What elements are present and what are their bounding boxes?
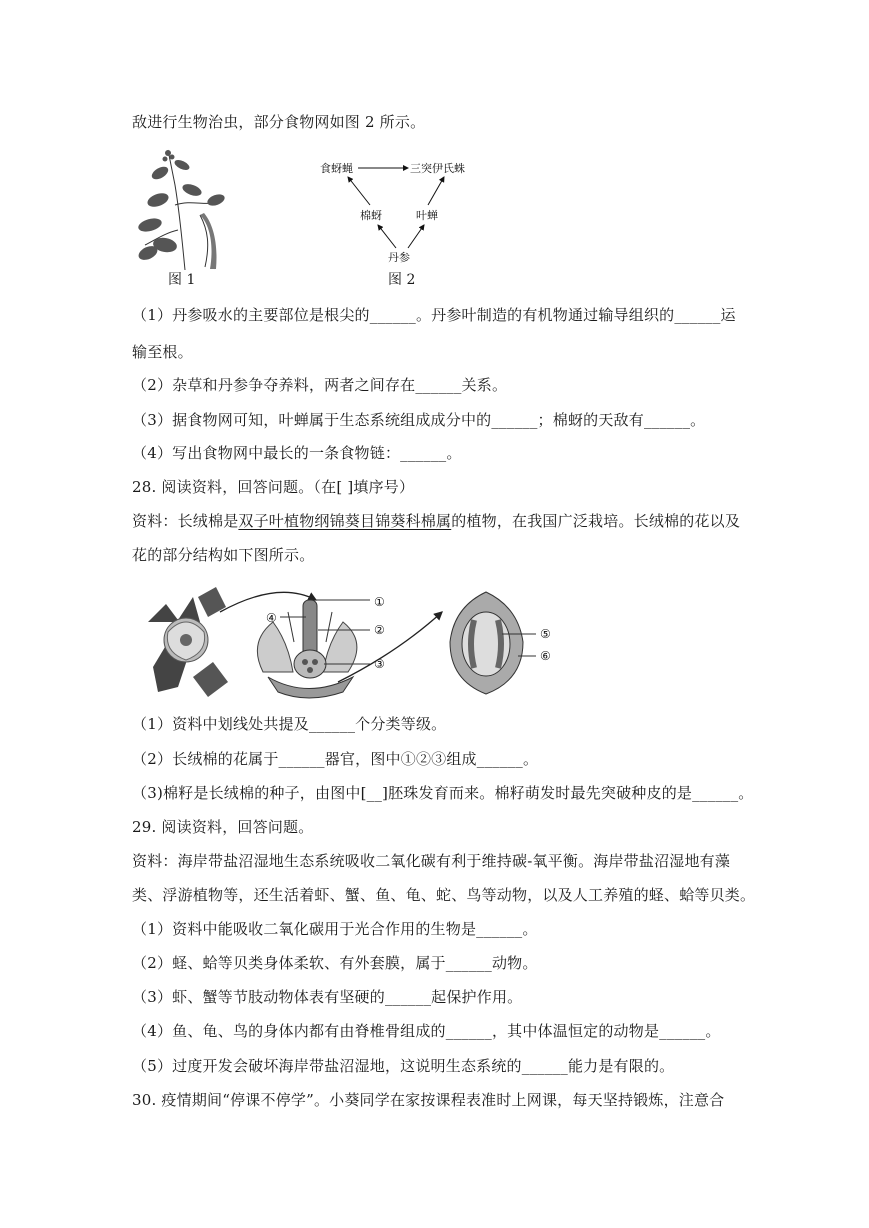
food-web-node-aphid: 棉蚜 [360, 209, 382, 222]
food-web-node-spider: 三突伊氏蛛 [410, 162, 465, 175]
q29-title: 29. 阅读资料，回答问题。 [132, 818, 314, 836]
label-6: ⑥ [540, 649, 551, 663]
ovary-section-drawing [450, 592, 523, 694]
q29-material-line1: 资料：海岸带盐沼湿地生态系统吸收二氧化碳有利于维持碳-氧平衡。海岸带盐沼湿地有藻 [132, 852, 731, 870]
arrow-leafhopper-spider [428, 177, 444, 205]
intro-line: 敌进行生物治虫，部分食物网如图 2 所示。 [132, 113, 426, 131]
q29-sub5: （5）过度开发会破坏海岸带盐沼湿地，这说明生态系统的______能力是有限的。 [132, 1057, 675, 1075]
q30-title: 30. 疫情期间“停课不停学”。小葵同学在家按课程表准时上网课，每天坚持锻炼，注意合 [132, 1091, 725, 1109]
label-4: ④ [266, 611, 277, 625]
arrow-salvia-aphid [378, 225, 396, 248]
whole-flower-drawing [148, 587, 228, 697]
q27-sub1-line2: 输至根。 [132, 343, 193, 361]
figure1-plant-illustration [130, 145, 240, 275]
q28-sub3: （3)棉籽是长绒棉的种子，由图中[__]胚珠发育而来。棉籽萌发时最先突破种皮的是______。 [132, 784, 754, 802]
q28-sub2: （2）长绒棉的花属于______器官，图中①②③组成______。 [132, 750, 539, 768]
q27-sub1-line1: （1）丹参吸水的主要部位是根尖的______。丹参叶制造的有机物通过输导组织的______运 [132, 306, 736, 324]
figure1-caption: 图 1 [168, 272, 196, 288]
q28-material-line1 [132, 511, 740, 531]
q28-material-pre: 资料：长绒棉是 [132, 512, 239, 530]
label-2: ② [374, 623, 385, 637]
q29-sub1: （1）资料中能吸收二氧化碳用于光合作用的生物是______。 [132, 920, 538, 938]
figure2-caption: 图 2 [388, 272, 416, 288]
q27-sub4: （4）写出食物网中最长的一条食物链：______。 [132, 444, 462, 462]
arrow-salvia-leafhopper [408, 225, 424, 248]
label-3: ③ [374, 657, 385, 671]
q28-underlined-taxonomy: 双子叶植物纲锦葵目锦葵科棉属 [238, 512, 452, 530]
cotton-flower-figure [138, 582, 568, 704]
q28-title: 28. 阅读资料，回答问题。（在[ ]填序号） [132, 478, 415, 496]
food-web-node-salvia: 丹参 [388, 251, 410, 264]
label-5: ⑤ [540, 627, 551, 641]
food-web-node-leafhopper: 叶蝉 [416, 209, 438, 222]
figure2-food-web [318, 155, 508, 270]
label-1: ① [374, 595, 385, 609]
q29-sub4: （4）鱼、龟、鸟的身体内都有由脊椎骨组成的______，其中体温恒定的动物是______。 [132, 1022, 721, 1040]
q27-sub2: （2）杂草和丹参争夺养料，两者之间存在______关系。 [132, 376, 508, 394]
arrow-aphid-hoverfly [348, 177, 370, 205]
q28-material-line2: 花的部分结构如下图所示。 [132, 546, 315, 564]
q27-sub3: （3）据食物网可知，叶蝉属于生态系统组成成分中的______；棉蚜的天敌有______。 [132, 411, 706, 429]
q28-sub1: （1）资料中划线处共提及______个分类等级。 [132, 715, 447, 733]
q29-sub2: （2）蛏、蛤等贝类身体柔软、有外套膜，属于______动物。 [132, 954, 538, 972]
q29-sub3: （3）虾、蟹等节肢动物体表有坚硬的______起保护作用。 [132, 988, 523, 1006]
q29-material-line2: 类、浮游植物等，还生活着虾、蟹、鱼、龟、蛇、鸟等动物，以及人工养殖的蛏、蛤等贝类。 [132, 886, 756, 904]
q28-material-post: 的植物，在我国广泛栽培。长绒棉的花以及 [451, 512, 741, 530]
food-web-node-hoverfly: 食蚜蝇 [320, 162, 353, 175]
